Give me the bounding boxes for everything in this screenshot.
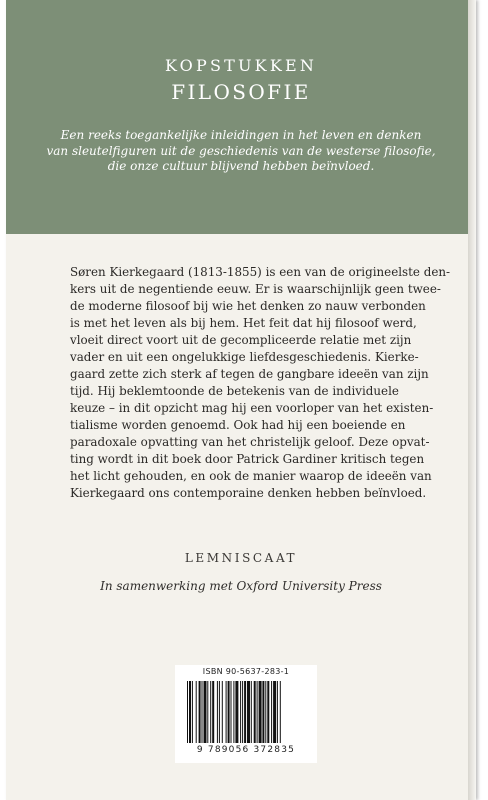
ean-number: 9 789056 372835 (196, 745, 296, 755)
cooperation-note: In samenwerking met Oxford University Press (100, 579, 382, 593)
barcode-bars (187, 681, 305, 743)
isbn-number: ISBN 90-5637-283-1 (202, 667, 290, 676)
barcode-bar (187, 681, 188, 743)
blurb-line: vader en uit een ongelukkige liefdesgeschiedenis. Kierke- (70, 350, 419, 364)
barcode-bar (226, 681, 227, 743)
barcode-bar (262, 681, 264, 743)
barcode-bar (233, 681, 234, 743)
book-back-cover (6, 0, 476, 800)
barcode-bar (192, 681, 193, 743)
barcode-bar (257, 681, 258, 743)
blurb-line: ting wordt in dit boek door Patrick Gardiner kritisch tegen (70, 452, 425, 466)
barcode-bar (242, 681, 243, 743)
blurb-line: kers uit de negentiende eeuw. Er is waarschijnlijk geen twee- (70, 282, 441, 296)
barcode-bar (267, 681, 269, 743)
blurb-line: tialisme worden genoemd. Ook had hij een boeiende en (70, 418, 406, 432)
barcode-bar (231, 681, 232, 743)
barcode-bar (202, 681, 203, 743)
blurb-line: het licht gehouden, en ook de manier waarop de ideeën van (70, 469, 432, 483)
barcode-bar (235, 681, 238, 743)
barcode-bar (265, 681, 266, 743)
barcode-label (175, 665, 317, 763)
tagline-line: van sleutelfiguren uit de geschiedenis van de westerse filosofie, (46, 143, 436, 158)
tagline-line: die onze cultuur blijvend hebben beïnvloed. (107, 159, 375, 173)
blurb-line: Kierkegaard ons contemporaine denken hebben beïnvloed. (70, 486, 427, 500)
series-header (6, 0, 476, 234)
blurb-line: is met het leven als bij hem. Het feit dat hij filosoof werd, (70, 316, 417, 330)
barcode-bar (240, 681, 241, 743)
barcode-bar (217, 681, 218, 743)
barcode-bar (222, 681, 223, 743)
barcode-bar (280, 681, 281, 743)
barcode-bar (219, 681, 220, 743)
barcode-bar (189, 681, 191, 743)
barcode-bar (254, 681, 256, 743)
blurb-text (70, 264, 451, 502)
barcode-bar (210, 681, 211, 743)
barcode-bar (204, 681, 207, 743)
barcode-bar (273, 681, 276, 743)
barcode-bar (259, 681, 262, 743)
barcode-bar (199, 681, 201, 743)
barcode-bar (251, 681, 252, 743)
publisher-name: LEMNISCAAT (184, 551, 298, 565)
barcode-bar (277, 681, 278, 743)
barcode-bar (212, 681, 214, 743)
blurb-line: keuze – in dit opzicht mag hij een voorloper van het existen- (70, 401, 434, 415)
barcode-bar (196, 681, 197, 743)
page-edge (468, 0, 476, 800)
barcode-bar (207, 681, 208, 743)
blurb-line: vloeit direct voort uit de gecompliceerde relatie met zijn (70, 333, 412, 347)
barcode-bar (271, 681, 272, 743)
series-title-line2: FILOSOFIE (171, 80, 311, 104)
barcode-bar (228, 681, 230, 743)
barcode-bar (244, 681, 246, 743)
blurb-line: tijd. Hij beklemtoonde de betekenis van de individuele (70, 384, 399, 398)
series-tagline (46, 128, 436, 175)
blurb-line: gaard zette zich sterk af tegen de gangbare ideeën van zijn (70, 367, 429, 381)
series-title-line1: KOPSTUKKEN (164, 56, 318, 75)
tagline-line: Een reeks toegankelijke inleidingen in het leven en denken (60, 128, 422, 142)
barcode-bar (247, 681, 250, 743)
blurb-line: paradoxale opvatting van het christelijk geloof. Deze opvat- (70, 435, 430, 449)
blurb-line: de moderne filosoof bij wie het denken zo nauw verbonden (70, 299, 426, 313)
blurb-line: Søren Kierkegaard (1813-1855) is een van de origineelste den- (70, 265, 451, 279)
